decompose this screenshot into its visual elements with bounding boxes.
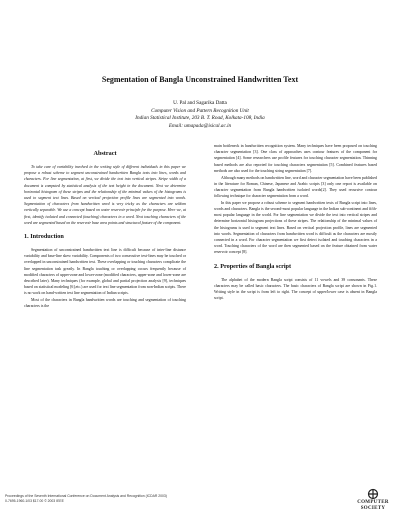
footer-isbn-line: 0-7695-1960-1/03 $17.00 © 2003 IEEE — [5, 499, 64, 503]
intro-heading: 1. Introduction — [24, 233, 64, 241]
author-email: Email: umapada@isical.ac.in — [168, 122, 232, 129]
right-paragraph-3: In this paper we propose a robust scheme to segment handwritten texts of Bangla script into lines, words and characters. Bangla is the second-most popular language in the Indian sub-continent and fifth-most popular language in the world. For line segmentation we divide the text into vertical stripes and determine horizontal histogram projections of these stripes. The relationship of the minimal values of the histograms is used to segment text lines. Based on vertical projection profile, lines are segmented into words. Segmentation of characters from handwritten word is difficult as the characters are mostly connected in a word. For character segmentation we first detect isolated and touching characters in a word. Touching characters of the word are then segmented based on the feature obtained from water reservoir concept [8]. — [214, 200, 377, 255]
left-column — [24, 150, 186, 310]
computer-society-wordmark — [351, 500, 395, 511]
paper-title: Segmentation of Bangla Unconstrained Handwritten Text — [101, 75, 299, 84]
affiliation-unit: Computer Vision and Pattern Recognition Unit — [151, 107, 249, 114]
proceedings-footer — [5, 494, 305, 504]
affiliation-institute: Indian Statistical Institute, 203 B. T. Road, Kolkata-108, India — [135, 115, 265, 122]
logo-line-computer: COMPUTER — [357, 500, 389, 505]
right-paragraph-1: main bottleneck in handwritten recognition system. Many techniques have been proposed on touching character segmentation [3]. One class of approaches uses contour features of the component for segmentation [4]. Some researchers use profile features for touching character segmentation. Thinning based methods are also reported for touching characters segmentation [5]. Combined features based methods are also used for the touching string segmentation [7]. — [214, 144, 377, 173]
footer-proceedings-line: Proceedings of the Seventh International Conference on Document Analysis and Recognition (ICDAR 2003) — [5, 494, 167, 498]
section-2-heading: 2. Properties of Bangla script — [214, 262, 292, 270]
right-column — [214, 143, 377, 301]
intro-paragraph-1: Segmentation of unconstrained handwritten text line is difficult because of inter-line distance variability and base-line skew variability. Components of two consecutive text-lines may be touched or overlapped in unconstrained handwritten text. These overlapping or touching characters complicate the line segmentation task greatly. In Bangla touching or overlapping occurs frequently because of modified characters of upper-zone and lower-zone (modified characters, upper-zone and lower-zone are described later). Many techniques (for example, global and partial projection analysis [9], techniques based on statistical modeling [6],etc.) are used for text line segmentation from non-Indian scripts. There is no work on hand-written text line segmentation of Indian scripts. — [24, 248, 186, 296]
intro-paragraph-2: Most of the characters in Bangla handwritten words are touching and segmentation of touching characters is the — [24, 298, 186, 309]
section-2-paragraph: The alphabet of the modern Bangla script consists of 11 vowels and 39 consonants. These characters may be called basic characters. The basic characters of Bangla script are shown in Fig.1. Writing style in the script is from left to right. The concept of upper/lower case is absent in Bangla script. — [214, 277, 377, 301]
author-names: U. Pal and Sagarika Datta — [173, 100, 227, 106]
abstract-text: To take care of variability involved in the writing style of different individuals in this paper we propose a robust scheme to segment unconstrained handwritten Bangla texts into lines, words and characters. For line segmentation, at first, we divide the text into vertical stripes. Stripe width of a document is computed by statistical analysis of the text height in the document. Next we determine horizontal histogram of these stripes and the relationship of the minimal values of the histograms is used to segment text lines. Based on vertical projection profile lines are segmented into words. Segmentation of characters from handwritten word is very tricky as the characters are seldom vertically separable. We use a concept based on water reservoir principle for the purpose. Here we, at first, identify isolated and connected (touching) characters in a word. Next touching characters of the word are segmented based on the reservoir base area points and structural feature of the component. — [24, 165, 186, 225]
logo-line-society: SOCIETY — [360, 505, 386, 511]
abstract-heading: Abstract — [93, 150, 117, 157]
author-block — [60, 100, 340, 130]
right-paragraph-2: Although many methods on handwritten line, word and character segmentation have been published in the literature for Roman, Chinese, Japanese and Arabic scripts [3] only one report is available on character segmentation from Bangla handwritten isolated words[2]. They used recursive contour following technique for character segmentation from a word. — [214, 175, 377, 199]
